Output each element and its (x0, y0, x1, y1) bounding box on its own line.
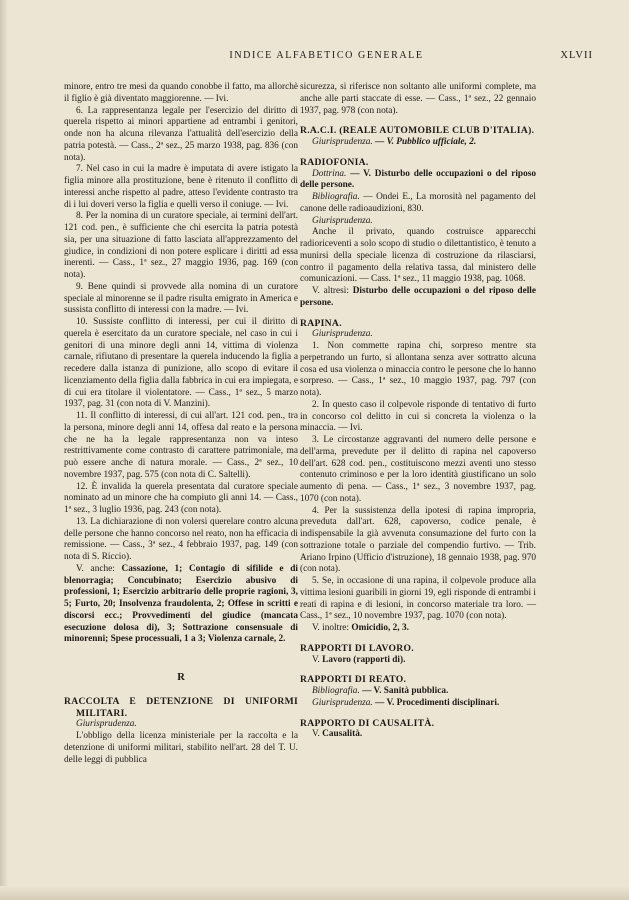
reato-biblio-ref: — V. Sanità pubblica. (362, 686, 449, 696)
lavoro-ref-lead: V. (312, 654, 323, 665)
reato-giur-label: Giurisprudenza. (312, 697, 373, 708)
radio-altresi-lead: V. altresì: (312, 286, 353, 296)
header-title: INDICE ALFABETICO GENERALE (229, 50, 424, 61)
see-also-refs: Cassazione, 1; Contagio di sifilide e di blenorragia; Concubinato; Esercizio abusivo di professioni, 1; Esercizio arbitrario delle proprie ragioni, 3, 5; Furto, 20; Insolvenza fraudolenta, 2; Offese in scritti e discorsi ecc.; Provvedimenti del giudice (mancata esecuzione dolosa di), 3; Sottrazione consensuale di minorenni; Spese processuali, 1 a 3; Violenza carnale, 2. (64, 563, 298, 645)
entry-12: 12. È invalida la querela presentata dal curatore speciale nominato ad un minore che ha compiuto gli anni 14. — Cass., 1ª sez., 3 luglio 1936, pag. 243 (con nota). (64, 481, 298, 515)
radio-biblio-label: Bibliografia. (312, 192, 360, 202)
causa-ref-line (300, 729, 536, 741)
section-letter: R (177, 672, 185, 683)
entry-6: 6. La rappresentanza legale per l'esercizio del diritto di querela rispetto ai minori appartiene ad entrambi i genitori, onde non ha alcuna rilevanza l'attualità dell'esercizio della patria potestà. — Cass., 2ª sez., 25 marzo 1938, pag. 836 (con nota). (64, 105, 298, 163)
rapina-see-also-lead: V. inoltre: (312, 623, 352, 633)
entry-10: 10. Sussiste conflitto di interessi, per cui il diritto di querela è esercitato da un curatore speciale, nel caso in cui i genitori di una minore degli anni 14, vittima di violenza carnale, rifiutano di presentare la querela inducendo la figlia a recedere dalla istanza di punizione, allo scopo di evitare il licenziamento della figlia dalla fabbrica in cui era impiegata, e di cui era titolare il violentatore. — Cass., 1ª sez., 5 marzo 1937, pag. 31 (con nota di V. Manzini). (64, 317, 298, 410)
rapina-see-also-ref: Omicidio, 2, 3. (351, 623, 409, 633)
page-number: XLVII (560, 50, 593, 61)
entry-9: 9. Bene quindi si provvede alla nomina di un curatore speciale al minorenne se il padre risulta emigrato in America e sussista conflitto di interessi con la madre. — Ivi. (64, 281, 298, 316)
entry-8: 8. Per la nomina di un curatore speciale, ai termini dell'art. 121 cod. pen., è sufficiente che chi esercita la patria potestà sia, per una situazione di fatto lasciata all'apprezzamento del giudice, in condizioni di non potere esplicare i diritti ad essa inerenti. — Cass., 1ª sez., 27 maggio 1936, pag. 169 (con nota). (64, 211, 298, 280)
heading-raci: R.A.C.I. (REALE AUTOMOBILE CLUB D'ITALIA). (300, 125, 535, 137)
radio-text: Anche il privato, quando costruisce apparecchi radioriceventi a solo scopo di studio o dilettantistico, è tenuto a munirsi della speciale licenza di costruzione da rilasciarsi, contro il pagamento della relativa tassa, dal ministero delle comunicazioni. — Cass. 1ª sez., 11 maggio 1938, pag. 1068. (300, 227, 536, 285)
causa-ref: Causalità. (322, 729, 363, 740)
raccolta-subheading: Giurisprudenza. (76, 719, 137, 730)
page-edge-shadow (0, 0, 8, 900)
radio-dottrina-line (300, 169, 536, 193)
rapina-entry-2: 2. In questo caso il colpevole risponde di tentativo di furto in concorso col delitto in cui si concreta la violenza o la minaccia. — Ivi. (300, 399, 536, 434)
entry-continuation: minore, entro tre mesi da quando conobbe il fatto, ma allorchè il figlio è già diventato maggiorenne. — Ivi. (64, 82, 298, 104)
rapina-entry-3: 3. Le circostanze aggravanti del numero delle persone e dell'arma, prevedute per il delitto di rapina nel capoverso dell'art. 628 cod. pen., costituiscono mezzi aventi uno stesso contenuto criminoso e per la loro identità giustificano un solo aumento di pena. — Cass., 1ª sez., 3 novembre 1937, pag. 1070 (con nota). (300, 435, 536, 504)
rapina-see-also (300, 623, 536, 635)
rapina-entry-5: 5. Se, in occasione di una rapina, il colpevole produce alla vittima lesioni guaribili in giorni 19, egli risponde di entrambi i reati di rapina e di lesioni, in concorso materiale tra loro. — Cass., 1ª sez., 10 novembre 1937, pag. 1070 (con nota). (300, 576, 536, 622)
left-column (64, 82, 298, 766)
see-also-block (64, 564, 298, 646)
heading-radiofonia: RADIOFONIA. (300, 156, 369, 168)
heading-rapporti-reato: RAPPORTI DI REATO. (300, 674, 407, 686)
radio-biblio-line (300, 192, 536, 216)
page-bottom-shadow (0, 886, 629, 900)
radio-dottrina-label: Dottrina. (312, 168, 347, 179)
radio-dottrina-ref: — V. Disturbo delle occupazioni o del riposo delle persone. (300, 168, 536, 191)
rapina-subheading: Giurisprudenza. (312, 329, 373, 340)
radio-giur-label: Giurisprudenza. (312, 215, 373, 226)
entry-continuation-right: sicurezza, si riferisce non soltanto alle uniformi complete, ma anche alle parti staccate di esse. — Cass., 1ª sez., 22 gennaio 1937, pag. 978 (con nota). (300, 82, 536, 116)
reato-biblio-line (300, 686, 536, 698)
raci-ref: — V. Pubblico ufficiale, 2. (375, 137, 477, 147)
causa-ref-lead: V. (312, 729, 323, 740)
entry-7: 7. Nel caso in cui la madre è imputata di avere istigato la figlia minore alla prostituzione, bene è ritenuto il conflitto di interessi anche rispetto al padre, atteso l'evidente contrasto tra di i lui doveri verso la figlia e quelli verso il coniuge. — Ivi. (64, 164, 298, 210)
heading-raccolta: RACCOLTA E DETENZIONE DI UNIFORMI MILITARI. (64, 695, 298, 719)
raci-subheading: Giurisprudenza. (312, 137, 373, 147)
raci-line (300, 137, 536, 149)
radio-biblio-ref: — Ondei E., La morosità nel pagamento del canone delle radioaudizioni, 830. (300, 192, 536, 214)
rapina-entry-4: 4. Per la sussistenza della ipotesi di rapina impropria, preveduta dall'art. 628, capoverso, codice penale, è indispensabile la già avvenuta consumazione del furto con la sottrazione totale o parziale del compendio furtivo. — Trib. Ariano Irpino (Ufficio d'istruzione), 18 gennaio 1938, pag. 970 (con nota). (300, 505, 536, 575)
see-also-lead: V. anche: (76, 563, 122, 574)
running-header (60, 44, 593, 64)
heading-rapporto-causalita: RAPPORTO DI CAUSALITÀ. (300, 717, 435, 729)
radio-altresi (300, 286, 536, 310)
raccolta-text: L'obbligo della licenza ministeriale per la raccolta e la detenzione di uniformi militari, stabilito nell'art. 28 del T. U. delle leggi di pubblica (64, 731, 298, 765)
rapina-entry-1: 1. Non commette rapina chi, sorpreso mentre sta perpetrando un furto, si allontana senza aver sottratto alcuna cosa ed usa violenza o minaccia contro le persone che lo hanno sorpreso. — Cass., 1ª sez., 10 maggio 1937, pag. 797 (con nota). (300, 341, 536, 398)
heading-rapina: RAPINA. (300, 317, 342, 329)
right-column (300, 82, 536, 741)
reato-giur-ref: — V. Procedimenti disciplinari. (375, 697, 500, 708)
lavoro-ref-line (300, 655, 536, 667)
lavoro-ref: Lavoro (rapporti di). (322, 654, 406, 665)
reato-biblio-label: Bibliografia. (312, 686, 360, 696)
radio-altresi-ref: Disturbo delle occupazioni o del riposo delle persone. (300, 286, 536, 308)
heading-rapporti-lavoro: RAPPORTI DI LAVORO. (300, 642, 414, 654)
entry-11: 11. Il conflitto di interessi, di cui all'art. 121 cod. pen., tra la persona, minore degli anni 14, offesa dal reato e la persona che ne ha la legale rappresentanza non va inteso restrittivamente come contrasto di carattere patrimoniale, ma può essere anche di natura morale. — Cass., 2ª sez., 10 novembre 1937, pag. 575 (con nota di C. Saltelli). (64, 411, 298, 480)
reato-giur-line (300, 698, 536, 710)
entry-13: 13. La dichiarazione di non volersi querelare contro alcuna delle persone che hanno concorso nel reato, non ha efficacia di remissione. — Cass., 3ª sez., 4 febbraio 1937, pag. 149 (con nota di S. Riccio). (64, 516, 298, 562)
